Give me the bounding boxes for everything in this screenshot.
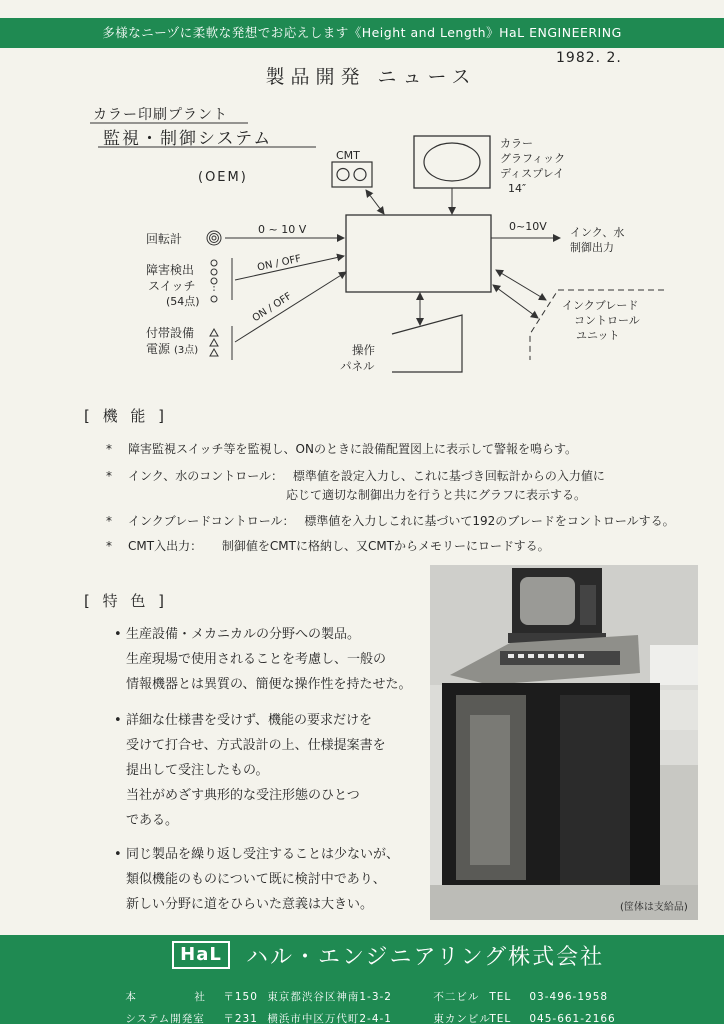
feature-item: • 同じ製品を繰り返し受注することは少ないが、 類似機能のものについて既に検討中であり、 新しい分野に道をひらいた意義は大きい。: [114, 847, 400, 912]
hal-logo: HaL: [172, 941, 230, 969]
subtitle-line-1: カラー印刷プラント: [93, 107, 228, 123]
signal-onoff-1: ON / OFF: [256, 253, 303, 274]
oem-label: (OEM): [198, 170, 248, 185]
company-name: ハル・エンジニアリング株式会社: [246, 945, 605, 970]
signal-0-10-input: 0 ~ 10 V: [258, 223, 307, 236]
document-date: 1982. 2.: [556, 50, 622, 66]
switch-symbols: [211, 260, 217, 302]
subtitle-line-2: 監視・制御システム: [103, 129, 273, 149]
operation-panel: [392, 315, 462, 372]
header-banner: 多様なニーヅに柔軟な発想でお応えします《Height and Length》HaL ENGINEERING: [0, 18, 724, 48]
tachometer-icon: [207, 231, 221, 245]
product-photo: [430, 565, 698, 920]
signal-onoff-2: ON / OFF: [250, 290, 294, 325]
function-item: * インクブレードコントロール： 標準値を入力しこれに基づいて192のブレードをコントロールする。: [106, 514, 675, 528]
signal-0-10-output: 0~10V: [509, 220, 547, 233]
blade-unit-label: インクブレード コントロール ユニット: [562, 299, 640, 342]
switch-label: 障害検出 スイッチ (54点): [146, 263, 200, 308]
ink-output-label: インク、水 制御出力: [570, 226, 625, 254]
central-controller-box: [346, 215, 491, 292]
function-item-cont: 応じて適切な制御出力を行うと共にグラフに表示する。: [286, 488, 587, 502]
feature-item: • 詳細な仕様書を受けず、機能の要求だけを 受けて打合せ、方式設計の上、仕様提案書を 提出して受注したもの。 当社がめざす典形的な受注形態のひとつ である。: [114, 713, 386, 828]
tachometer-label: 回転計: [146, 232, 183, 246]
photo-caption: (筐体は支給品): [620, 902, 688, 913]
display-label: カラー グラフィック ディスプレイ 14″: [500, 137, 566, 195]
feature-item: • 生産設備・メカニカルの分野への製品。 生産現場で使用されることを考慮し、一般の 情報機器とは異質の、簡便な操作性を持たせた。: [114, 627, 412, 692]
footer-bar: [0, 935, 724, 1024]
color-display: [414, 136, 490, 188]
address-row-head-office: 本 社 〒150 東京都渋谷区神南1-3-2 不二ビル TEL 03-496-1958: [125, 991, 609, 1003]
features-heading: [ 特 色 ]: [84, 592, 169, 610]
function-item: * 障害監視スイッチ等を監視し、ONのときに設備配置図上に表示して警報を鳴らす。: [106, 442, 577, 456]
power-symbols: [210, 329, 218, 356]
function-item: * CMT入出力： 制御値をCMTに格納し、又CMTからメモリーにロードする。: [106, 539, 550, 553]
address-row-dev-office: システム開発室 〒231 横浜市中区万代町2-4-1 東カンビルTEL 045-661-2166: [125, 1013, 616, 1024]
cmt-label: CMT: [336, 149, 360, 162]
functions-heading: [ 機 能 ]: [84, 407, 169, 425]
function-item: * インク、水のコントロール： 標準値を設定入力し、これに基づき回転計からの入力値に: [106, 469, 605, 483]
document-title: 製品開発 ニュース: [265, 66, 477, 88]
power-label: 付帯設備 電源 (3点): [146, 326, 199, 356]
operation-panel-label: 操作 パネル: [340, 343, 375, 373]
